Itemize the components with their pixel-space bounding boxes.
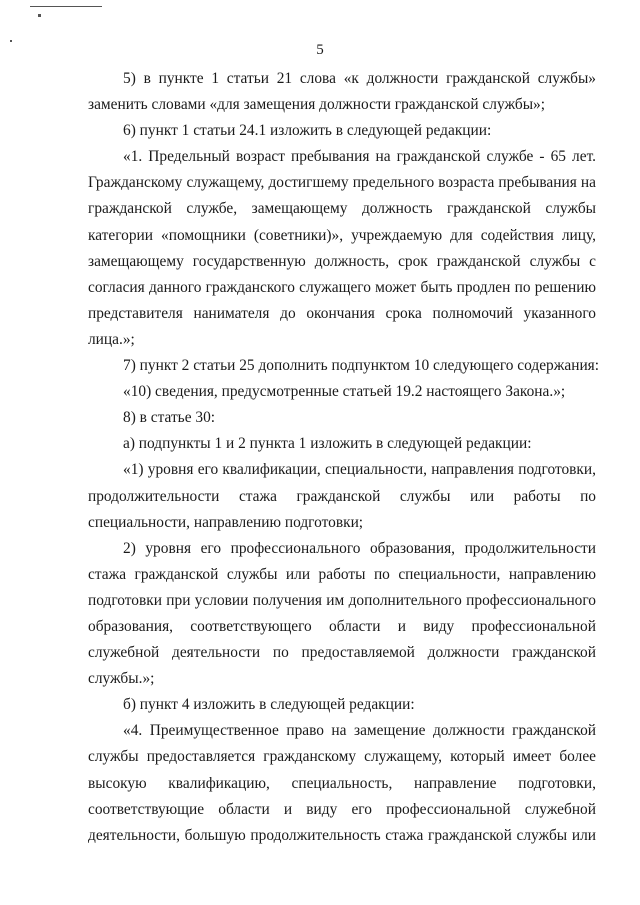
text-line: службы предоставляется гражданскому служащему, который имеет более xyxy=(88,748,596,766)
text-line: заменить словами «для замещения должности гражданской службы»; xyxy=(88,96,546,114)
text-line: службы.»; xyxy=(88,670,155,688)
text-line: высокую квалификацию, специальность, направление подготовки, xyxy=(88,774,596,792)
scan-artifact-top-line xyxy=(30,6,102,7)
text-line: соответствующие области и виду его профессиональной служебной xyxy=(88,800,596,818)
text-line: а) подпункты 1 и 2 пункта 1 изложить в следующей редакции: xyxy=(123,435,532,453)
text-line: «1) уровня его квалификации, специальности, направления подготовки, xyxy=(123,461,596,479)
text-line: 8) в статье 30: xyxy=(123,409,216,427)
paragraph xyxy=(88,379,596,405)
paragraph xyxy=(88,118,596,144)
paragraph xyxy=(88,405,596,431)
text-line: образования, соответствующего области и виду профессиональной xyxy=(88,617,596,635)
text-line: категории «помощники (советники)», учреждаемую для содействия лицу, xyxy=(88,226,596,244)
text-line: 7) пункт 2 статьи 25 дополнить подпунктом 10 следующего содержания: xyxy=(123,357,600,375)
text-line: гражданской службе, замещающему должность гражданской службы xyxy=(88,200,596,218)
paragraph xyxy=(88,457,596,535)
text-line: представителя нанимателя до окончания срока полномочий указанного xyxy=(88,304,596,322)
paragraph xyxy=(88,66,596,118)
text-line: согласия данного гражданского служащего может быть продлен по решению xyxy=(88,278,596,296)
page-number: 5 xyxy=(316,42,324,58)
paragraph xyxy=(88,718,596,848)
text-line: стажа гражданской службы или работы по специальности, направлению xyxy=(88,565,596,583)
scan-artifact-dot xyxy=(38,14,41,17)
text-line: Гражданскому служащему, достигшему предельного возраста пребывания на xyxy=(88,174,596,192)
paragraph xyxy=(88,536,596,693)
text-line: замещающему государственную должность, срок гражданской службы с xyxy=(88,252,596,270)
text-line: 6) пункт 1 статьи 24.1 изложить в следующей редакции: xyxy=(123,122,492,140)
text-line: специальности, направлению подготовки; xyxy=(88,513,364,531)
paragraph xyxy=(88,692,596,718)
text-line: «10) сведения, предусмотренные статьей 19.2 настоящего Закона.»; xyxy=(123,383,566,401)
text-line: 2) уровня его профессионального образования, продолжительности xyxy=(123,539,596,557)
text-line: подготовки при условии получения им дополнительного профессионального xyxy=(88,591,596,609)
text-line: продолжительности стажа гражданской службы или работы по xyxy=(88,487,596,505)
text-line: «1. Предельный возраст пребывания на гражданской службе - 65 лет. xyxy=(123,148,596,166)
text-line: служебной деятельности по предоставляемой должности гражданской xyxy=(88,644,596,662)
text-line: б) пункт 4 изложить в следующей редакции: xyxy=(123,696,415,714)
text-line: 5) в пункте 1 статьи 21 слова «к должности гражданской службы» xyxy=(123,70,596,87)
text-line: лица.»; xyxy=(88,330,135,348)
text-line: деятельности, большую продолжительность стажа гражданской службы или xyxy=(88,826,596,844)
text-line: «4. Преимущественное право на замещение должности гражданской xyxy=(123,722,596,740)
paragraph xyxy=(88,144,596,353)
paragraph xyxy=(88,431,596,457)
paragraph xyxy=(88,353,600,379)
document-body xyxy=(88,66,600,849)
